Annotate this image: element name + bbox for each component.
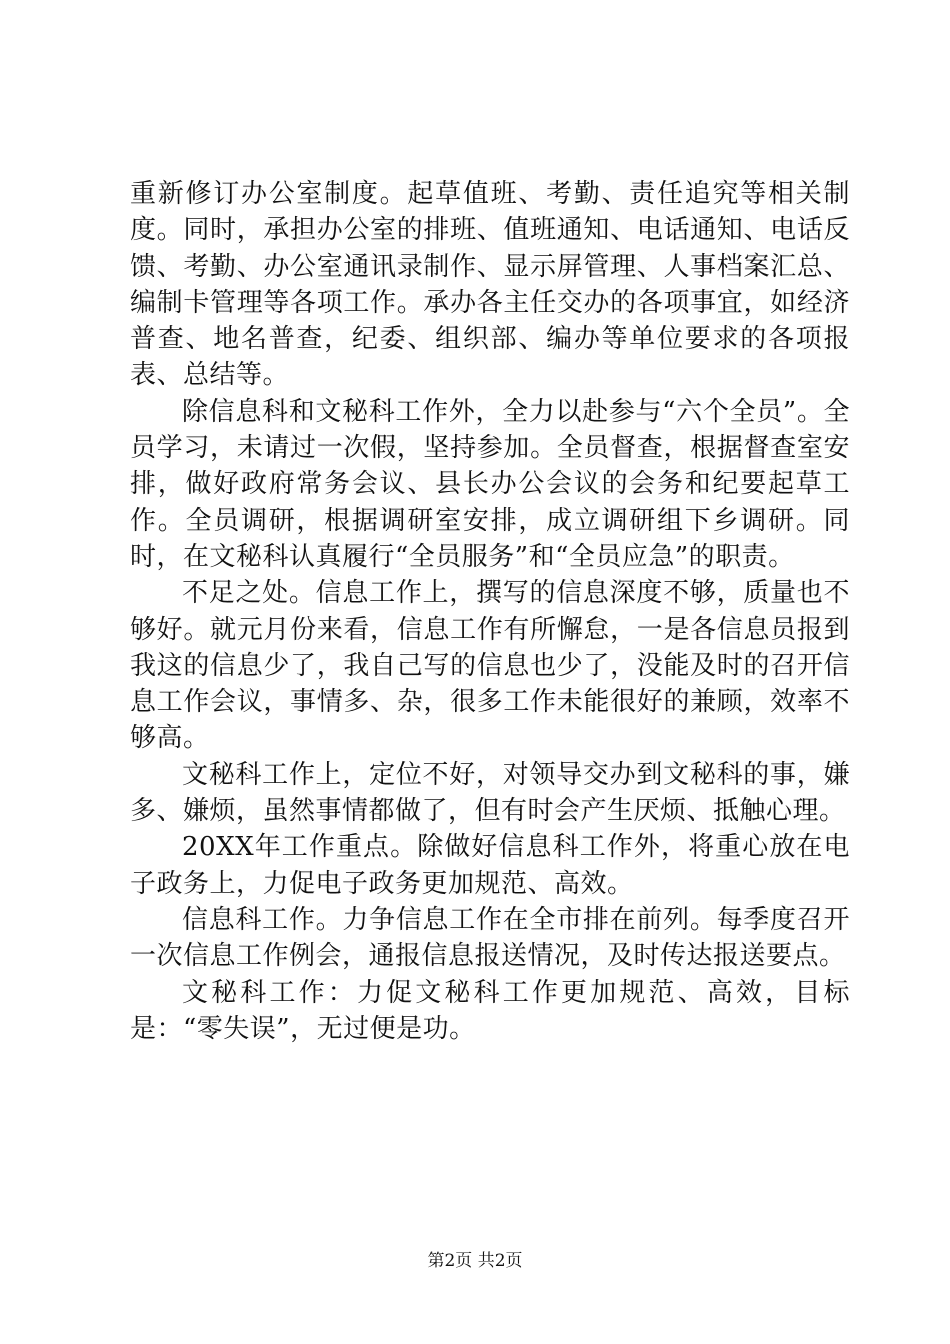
paragraph-3: 不足之处。信息工作上，撰写的信息深度不够，质量也不够好。就元月份来看，信息工作有所懈怠，一是各信息员报到我这的信息少了，我自己写的信息也少了，没能及时的召开信息工作会议，事情多、杂，很多工作未能很好的兼顾，效率不够高。 xyxy=(130,578,850,754)
paragraph-6: 信息科工作。力争信息工作在全市排在前列。每季度召开一次信息工作例会，通报信息报送情况，及时传达报送要点。 xyxy=(130,904,850,972)
document-body xyxy=(130,176,850,1047)
paragraph-5: 20XX年工作重点。除做好信息科工作外，将重心放在电子政务上，力促电子政务更加规范、高效。 xyxy=(130,832,850,899)
paragraph-1: 重新修订办公室制度。起草值班、考勤、责任追究等相关制度。同时，承担办公室的排班、值班通知、电话通知、电话反馈、考勤、办公室通讯录制作、显示屏管理、人事档案汇总、编制卡管理等各项工作。承办各主任交办的各项事宜，如经济普查、地名普查，纪委、组织部、编办等单位要求的各项报表、总结等。 xyxy=(130,179,850,391)
paragraph-7: 文秘科工作：力促文秘科工作更加规范、高效，目标是：“零失误”，无过便是功。 xyxy=(130,977,850,1044)
paragraph-4: 文秘科工作上，定位不好，对领导交办到文秘科的事，嫌多、嫌烦，虽然事情都做了，但有时会产生厌烦、抵触心理。 xyxy=(130,759,850,827)
page-number-footer: 第2页 共2页 xyxy=(427,1251,523,1271)
paragraph-2: 除信息科和文秘科工作外，全力以赴参与“六个全员”。全员学习，未请过一次假，坚持参加。全员督查，根据督查室安排，做好政府常务会议、县长办公会议的会务和纪要起草工作。全员调研，根据调研室安排，成立调研组下乡调研。同时，在文秘科认真履行“全员服务”和“全员应急”的职责。 xyxy=(130,396,850,572)
